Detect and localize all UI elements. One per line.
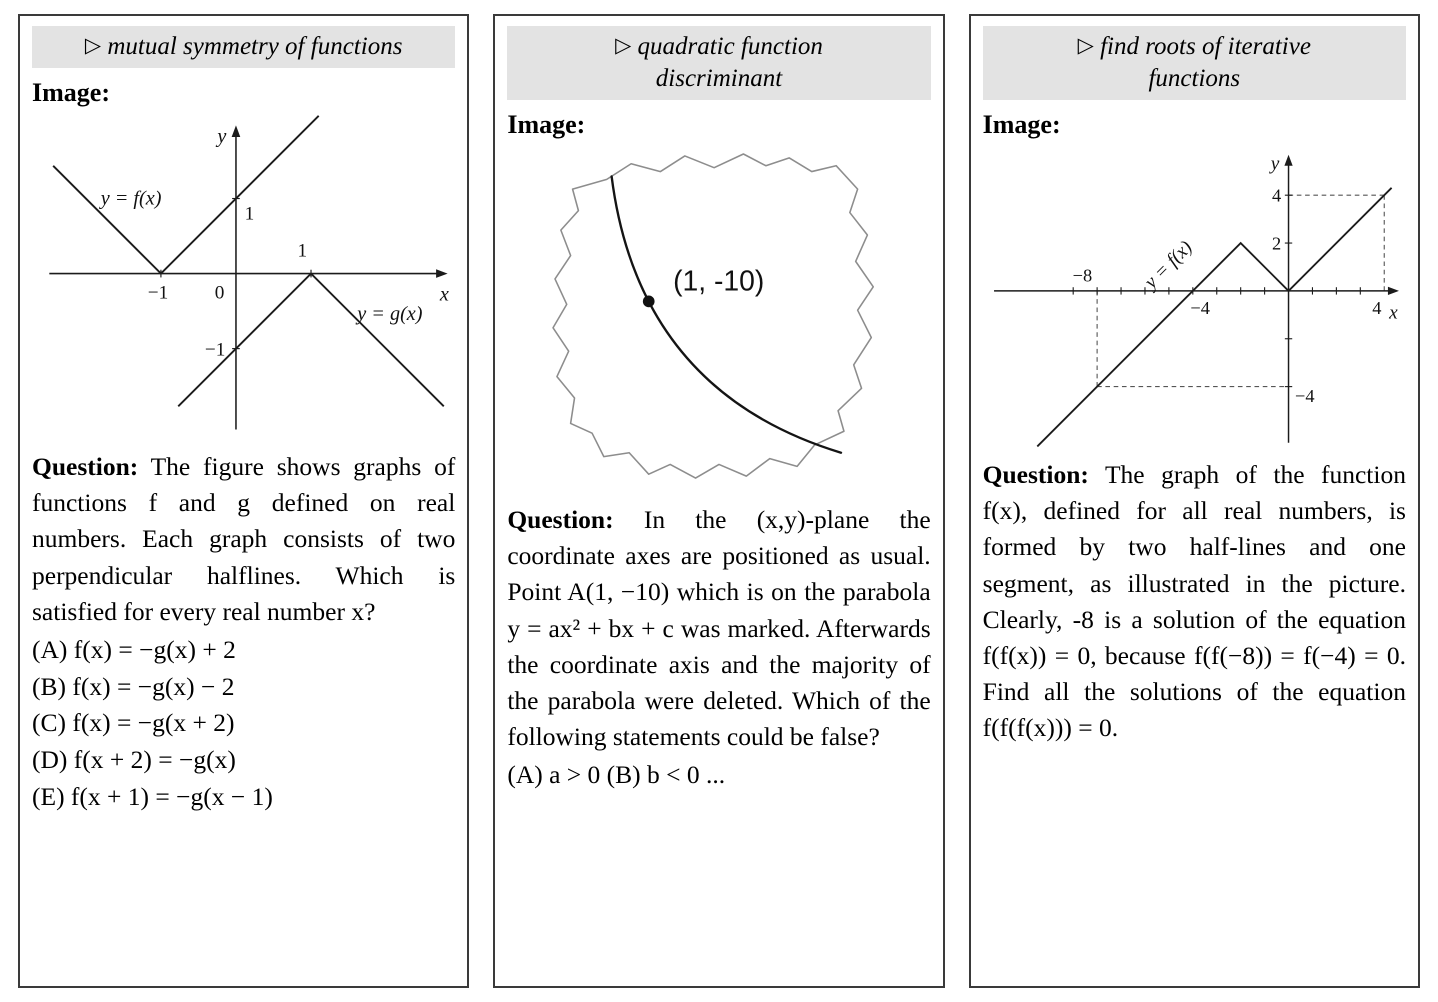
y-axis-arrow [1284,155,1292,166]
tick-label-x-neg8: −8 [1072,265,1092,286]
x-axis-arrow [1388,287,1399,295]
torn-paper-outline [553,154,873,478]
panel-title-text: find roots of iterative functions [1100,33,1311,92]
image-label: Image: [32,78,110,107]
panel-title-bar [507,26,930,100]
options-list [507,757,930,794]
f-curve-label: y = f(x) [1140,236,1197,293]
f-curve [1037,185,1391,447]
y-axis-label: y [217,125,227,148]
g-curve-label: y = g(x) [357,302,423,325]
torn-paper-parabola-figure [514,142,924,494]
problem-panel-mutual-symmetry [18,14,469,988]
problem-panel-discriminant [493,14,944,988]
tick-label-y-1: 1 [244,203,255,225]
graph-f-and-g [32,110,455,441]
x-axis-label: x [439,283,449,306]
y-axis-arrow [232,125,241,137]
option-e: (E) f(x + 1) = −g(x − 1) [32,781,273,811]
tick-label-x-4: 4 [1371,297,1382,318]
graph-wrap [32,110,455,441]
question [507,502,930,755]
tick-label-x-neg1: −1 [147,282,169,304]
panel-title-text: quadratic function discriminant [637,33,823,92]
f-curve-label: y = f(x) [100,187,162,210]
point-marker [643,296,655,308]
option-b: (B) f(x) = −g(x) − 2 [32,671,235,701]
problem-panel-iterative-roots [969,14,1420,988]
options-list [32,632,455,816]
tick-label-y-4: 4 [1271,185,1281,206]
option-ab: (A) a > 0 (B) b < 0 ... [507,760,726,790]
triangle-marker-icon: ▷ [615,33,632,57]
graph-iterative-f [983,142,1406,449]
tick-label-x-1: 1 [297,240,308,262]
y-axis-label: y [1270,153,1279,175]
tick-label-y-neg4: −4 [1294,386,1315,407]
question-text: The graph of the function f(x), defined for all real numbers, is formed by two half-lines and one segment, as illustrated in the picture. Clearly, -8 is a solution of the equation f(f(x)) = 0, because f(f(−8)) = f(−4) = 0. Find all the solutions of the equation f(f(f(x))) = 0. [982,460,1406,743]
panel-title [564,31,874,95]
question-text: In the (x,y)-plane the coordinate axes are positioned as usual. Point A(1, −10) which is on the parabola y = ax² + bx + c was marked. Afterwards the coordinate axis and the majority of the parabola were deleted. Which of the following statements could be false? [507,505,931,752]
panel-title [1039,31,1349,95]
option-c: (C) f(x) = −g(x + 2) [32,708,235,738]
graph-wrap [507,142,930,494]
triangle-marker-icon: ▷ [84,33,102,57]
graph-wrap [983,142,1406,449]
option-d: (D) f(x + 2) = −g(x) [32,745,236,775]
f-curve [53,116,319,274]
panel-title-text: mutual symmetry of functions [107,33,403,60]
panel-title [35,31,452,63]
panel-title-bar [983,26,1406,100]
origin-label: 0 [214,282,225,304]
tick-label-y-2: 2 [1271,233,1281,254]
x-axis-label: x [1388,302,1398,324]
image-label: Image: [982,110,1061,139]
question [32,449,455,630]
triangle-marker-icon: ▷ [1077,33,1094,57]
question-label: Question: [982,460,1089,489]
tick-label-x-neg4: −4 [1190,297,1210,318]
x-axis-arrow [436,269,448,278]
question [983,457,1406,747]
image-label: Image: [507,110,586,139]
question-label: Question: [507,505,614,534]
question-text: The figure shows graphs of functions f and g defined on real numbers. Each graph consists of two perpendicular halflines. Which is satisfied for every real number x? [32,452,456,626]
point-label: (1, -10) [673,264,765,297]
tick-label-y-neg1: −1 [204,339,226,361]
panel-title-bar [32,26,455,68]
option-a: (A) f(x) = −g(x) + 2 [32,635,236,665]
question-label: Question: [32,452,139,481]
